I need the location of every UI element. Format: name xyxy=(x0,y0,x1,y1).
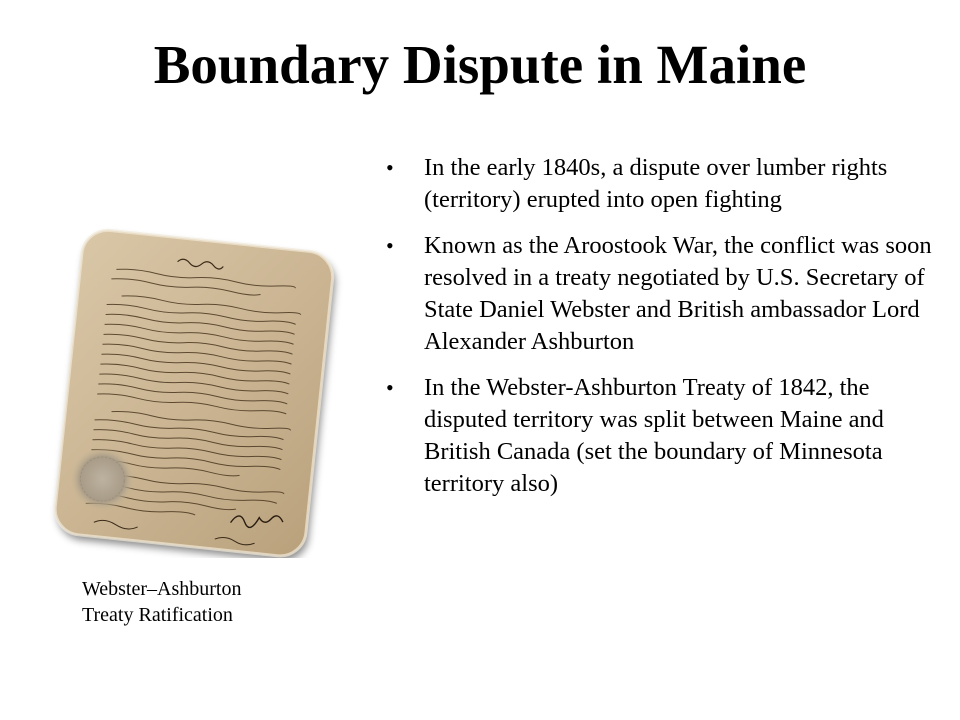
bullet-item xyxy=(386,372,936,500)
caption-line-2: Treaty Ratification xyxy=(82,604,233,626)
bullet-item xyxy=(386,152,936,216)
caption-line-1: Webster–Ashburton xyxy=(82,578,242,600)
bullet-dot: • xyxy=(386,233,394,258)
bullet-list xyxy=(386,152,936,514)
bullet-text: In the Webster-Ashburton Treaty of 1842, the disputed territory was split between Maine and British Canada (set the boundary of Minnesota territory also) xyxy=(424,374,884,497)
bullet-dot: • xyxy=(386,155,394,180)
bullet-text: Known as the Aroostook War, the conflict was soon resolved in a treaty negotiated by U.S. Secretary of State Daniel Webster and British ambassador Lord Alexander Ashburton xyxy=(424,232,932,355)
slide-title: Boundary Dispute in Maine xyxy=(153,34,807,95)
bullet-dot: • xyxy=(386,375,394,400)
bullet-item xyxy=(386,230,936,358)
bullet-text: In the early 1840s, a dispute over lumber rights (territory) erupted into open fighting xyxy=(424,154,888,213)
treaty-document-image xyxy=(34,226,352,558)
image-caption xyxy=(82,576,322,628)
